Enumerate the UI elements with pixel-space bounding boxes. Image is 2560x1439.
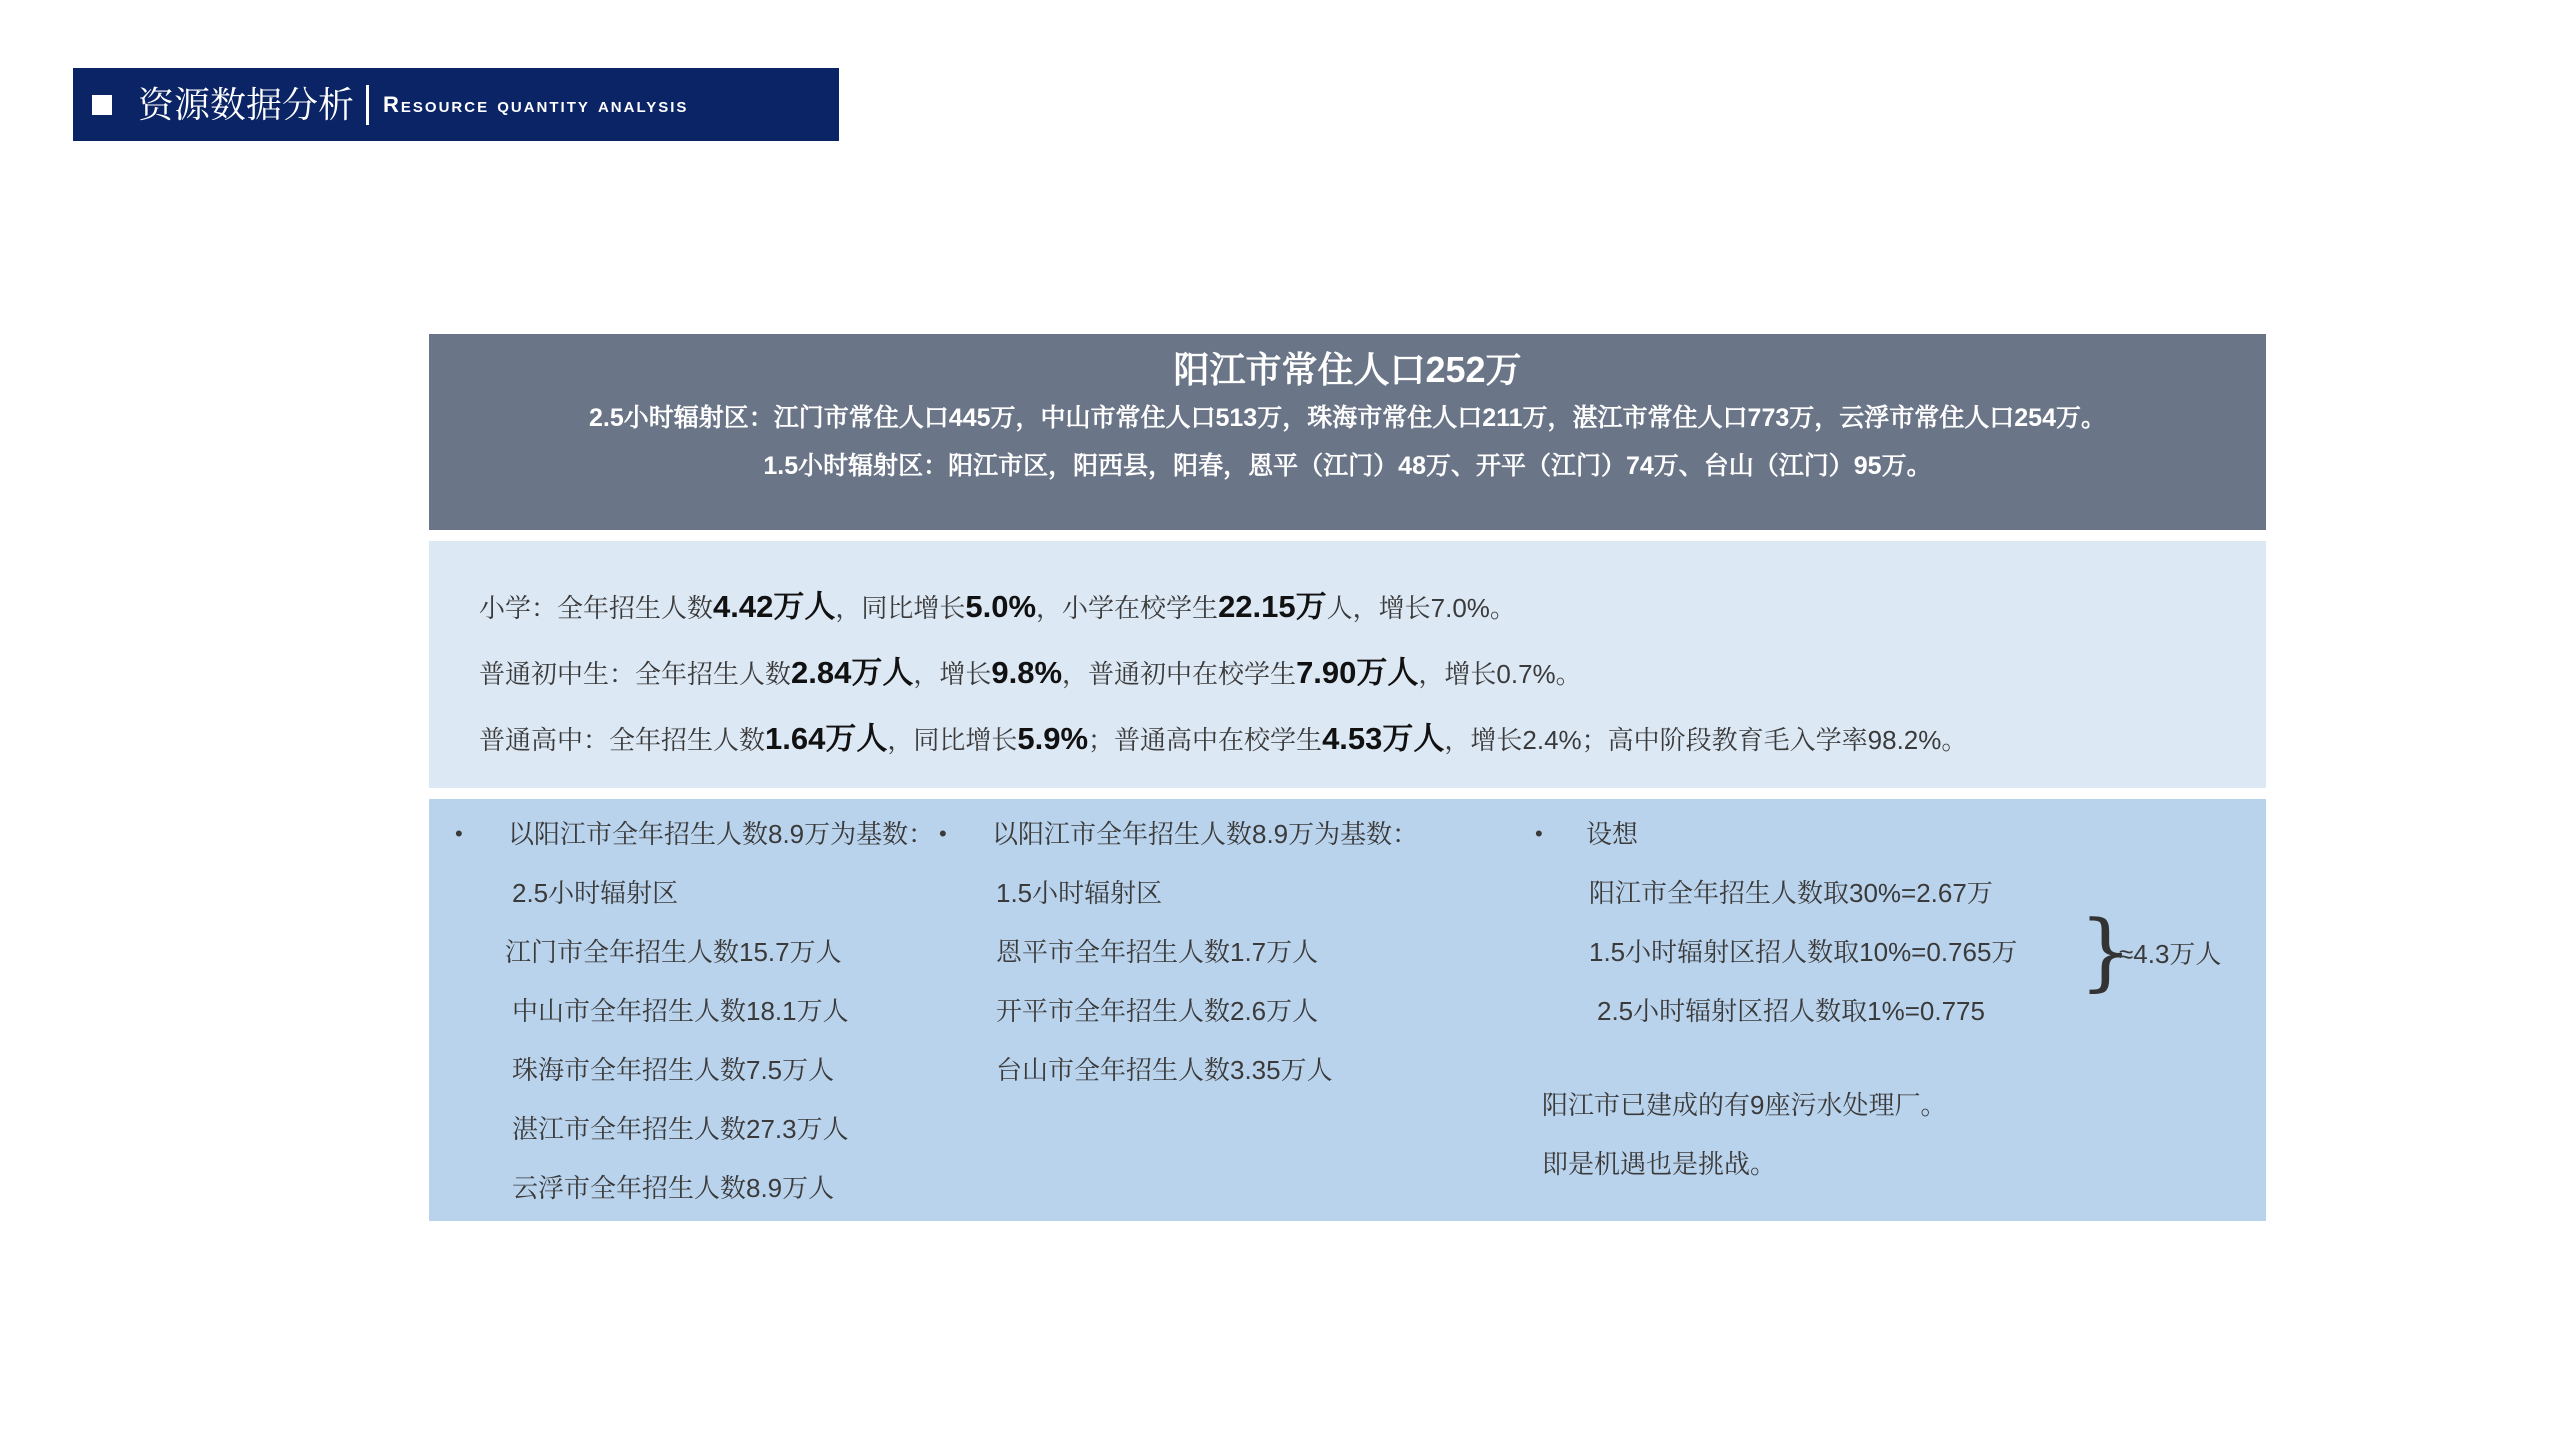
population-headline: 阳江市常住人口252万 [1173,349,1522,390]
section-title-bar [73,68,839,141]
col2-item-enping: 恩平市全年招生人数1.7万人 [996,937,1319,967]
senior-students: 4.53万人 [1322,721,1445,756]
col1-item-yunfu: 云浮市全年招生人数8.9万人 [512,1173,835,1203]
senior-growth: 5.9% [1017,721,1089,756]
bullet-col3: • [1535,821,1543,846]
col2-subheading: 1.5小时辐射区 [996,878,1163,908]
col3-note-opportunity: 即是机遇也是挑战。 [1542,1149,1777,1179]
col1-item-zhuhai: 珠海市全年招生人数7.5万人 [512,1055,835,1085]
junior-students: 7.90万人 [1296,655,1419,690]
section-title: 资源数据分析 [138,83,355,125]
section-subtitle: Resource quantity analysis [383,91,689,117]
primary-text-1: 小学：全年招生人数 [479,593,714,623]
junior-enrollment: 2.84万人 [791,655,914,690]
education-stats-panel [429,541,2266,788]
primary-text-4: 人，增长7.0%。 [1326,593,1516,623]
junior-text-4: ，增长0.7%。 [1418,659,1582,689]
primary-school-row [479,585,2266,651]
primary-text-3: ，小学在校学生 [1036,593,1219,623]
col1-heading: 以阳江市全年招生人数8.9万为基数： [508,819,935,849]
enrollment-analysis-panel [429,799,2266,1221]
col1-item-zhongshan: 中山市全年招生人数18.1万人 [512,996,849,1026]
col3-heading: 设想 [1586,819,1639,849]
junior-text-3: ，普通初中在校学生 [1062,659,1297,689]
col1-subheading: 2.5小时辐射区 [512,878,679,908]
junior-growth: 9.8% [991,655,1063,690]
col3-item-zone-1-5h: 1.5小时辐射区招人数取10%=0.765万 [1589,937,2018,967]
senior-school-row [479,717,2266,783]
col3-note-plants: 阳江市已建成的有9座污水处理厂。 [1542,1090,1947,1120]
curly-brace-icon: } [2079,902,2133,1000]
senior-text-2: ，同比增长 [887,725,1018,755]
junior-school-row [479,651,2266,717]
col2-item-kaiping: 开平市全年招生人数2.6万人 [996,996,1319,1026]
senior-text-4: ，增长2.4%；高中阶段教育毛入学率98.2%。 [1444,725,1968,755]
radiation-zone-1-5h: 1.5小时辐射区：阳江市区，阳西县，阳春，恩平（江门）48万、开平（江门）74万、台山（江门）95万。 [763,452,1932,480]
col3-total: ≈4.3万人 [2119,939,2222,969]
col2-item-taishan: 台山市全年招生人数3.35万人 [996,1055,1333,1085]
bullet-col2: • [939,821,947,846]
bullet-col1: • [455,821,463,846]
senior-text-3: ；普通高中在校学生 [1088,725,1323,755]
senior-text-1: 普通高中：全年招生人数 [479,725,766,755]
title-divider [366,85,369,125]
primary-growth: 5.0% [965,589,1037,624]
radiation-zone-2-5h: 2.5小时辐射区：江门市常住人口445万，中山市常住人口513万，珠海市常住人口211万，湛江市常住人口773万，云浮市常住人口254万。 [589,404,2106,432]
col1-item-zhanjiang: 湛江市全年招生人数27.3万人 [512,1114,849,1144]
square-icon [92,95,112,115]
col2-heading: 以阳江市全年招生人数8.9万为基数： [992,819,1419,849]
col1-item-jiangmen: 江门市全年招生人数15.7万人 [505,937,842,967]
col3-item-yangjiang: 阳江市全年招生人数取30%=2.67万 [1589,878,1993,908]
senior-enrollment: 1.64万人 [765,721,888,756]
col3-item-zone-2-5h: 2.5小时辐射区招人数取1%=0.775 [1597,996,1985,1026]
primary-enrollment: 4.42万人 [713,589,836,624]
junior-text-1: 普通初中生：全年招生人数 [479,659,792,689]
junior-text-2: ，增长 [913,659,992,689]
population-summary-panel [429,334,2266,530]
primary-text-2: ，同比增长 [835,593,966,623]
primary-students: 22.15万 [1218,589,1327,624]
